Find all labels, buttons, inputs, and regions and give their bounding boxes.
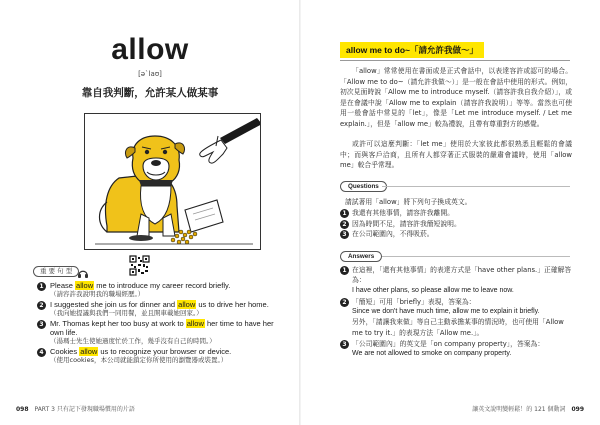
example-section-badge: 重 要 句 型 — [33, 266, 79, 277]
qr-code-icon[interactable] — [129, 255, 150, 276]
example-number: 1 — [37, 282, 46, 291]
answer-note: 在這裡，「還有其他事情」的表達方式是「have other plans.」正確解答為： — [352, 266, 572, 285]
questions-rule — [382, 186, 570, 187]
example-translation: （使用cookies，本公司就能鎖定你所使用的瀏覽器或裝置。） — [50, 356, 228, 364]
right-page — [300, 0, 600, 425]
highlighted-word: allow — [76, 281, 94, 290]
answer-item — [340, 265, 572, 296]
phonetic: [ə`laʊ] — [138, 70, 162, 78]
answer-note: 「公司範圍內」的英文是「on company property」，答案為： — [352, 340, 545, 349]
explanation-paragraph-2: 或許可以這麼判斷：「let me」使用於大家彼此都很熟悉且輕鬆的會議中；而與客戶洽商，且所有人都穿著正式服裝的嚴肅會議時，使用「allow me」較合乎常理。 — [340, 140, 572, 169]
right-running-head: 讓英文說明變輕鬆！的 121 個動詞 — [472, 406, 566, 413]
question-text: 我還有其他事情，請容許我離開。 — [352, 209, 454, 217]
answer-english: We are not allowed to smoke on company property. — [352, 350, 512, 358]
example-translation: （湯瑪士先生使她過度忙於工作，幾乎沒有自己的時間。） — [50, 337, 216, 345]
question-item — [340, 208, 572, 219]
left-page-number: 098 — [16, 406, 29, 413]
right-page-number: 099 — [571, 406, 584, 413]
question-text: 在公司範圍內，不得吸菸。 — [352, 230, 434, 238]
explanation-paragraph-1: 「allow」常常使用在書面或是正式會話中，以表達容許或認可的場合。「Allow me to do~（請允許我做～）」是一般在會話中使用的形式。例如，初次見面時說「Allow me to introduce myself.（請容許我自我介紹）」，或是在會議中說「Allow me to explain（請容許我說明）」等等。當然也可使用一般會話中常見的「let」，像是「Let me introduce myself. / Let me explain.」，但是「allow me」較為禮貌，且帶有尊重對方的感覺。 — [340, 67, 572, 128]
answer-english: Since we don't have much time, allow me to explain it briefly. — [352, 308, 540, 316]
example-english: Please allow me to introduce my career record briefly. — [50, 281, 231, 290]
answer-number: 2 — [340, 298, 349, 307]
headword-meaning: 靠自我判斷，允許某人做某事 — [81, 87, 219, 99]
questions-badge: Questions — [340, 181, 387, 192]
dog-illustration — [84, 113, 261, 250]
example-list — [37, 281, 287, 366]
answer-item — [340, 339, 572, 360]
title-rule — [340, 60, 570, 61]
right-footer — [472, 404, 584, 413]
question-text: 因為時間不足，請容許我簡短說明。 — [352, 219, 461, 228]
left-footer — [16, 404, 135, 413]
example-item — [37, 319, 287, 346]
answer-item — [340, 297, 572, 338]
example-english: I suggested she join us for dinner and allow us to drive her home. — [50, 300, 269, 309]
example-item — [37, 281, 287, 299]
answers-badge: Answers — [340, 251, 382, 262]
section-title: allow me to do~「請允許我做～」 — [340, 42, 484, 58]
questions-list — [340, 208, 572, 240]
highlighted-word: allow — [80, 347, 98, 356]
example-translation: （請容許我說明我的職場經歷。） — [50, 290, 145, 298]
question-item — [340, 219, 572, 230]
answers-list — [340, 265, 572, 361]
left-running-head: PART 3 只有記下發現職場慣用的片語 — [34, 406, 135, 413]
example-translation: （我向她提議與我們一同用餐，並且開車載她回家。） — [50, 309, 203, 317]
example-english: Cookies allow us to recognize your browser or device. — [50, 347, 232, 356]
example-english: Mr. Thomas kept her too busy at work to allow her time to have her own life. — [50, 319, 274, 337]
question-number: 3 — [340, 230, 349, 239]
answer-note: 「簡短」可用「briefly」表現，答案為： — [352, 297, 476, 306]
highlighted-word: allow — [178, 300, 196, 309]
answer-number: 1 — [340, 266, 349, 275]
answer-number: 3 — [340, 340, 349, 349]
question-number: 1 — [340, 209, 349, 218]
questions-intro: 請試著用「allow」將下列句子換成英文。 — [345, 198, 472, 206]
example-number: 3 — [37, 320, 46, 329]
headphones-icon — [77, 264, 89, 276]
question-number: 2 — [340, 220, 349, 229]
answer-english: I have other plans, so please allow me to leave now. — [352, 286, 514, 294]
dog-illustration-drawing — [85, 114, 261, 250]
question-item — [340, 229, 572, 240]
example-number: 4 — [37, 348, 46, 357]
headword: allow — [111, 33, 189, 66]
answers-rule — [382, 256, 570, 257]
answer-extra-note: 另外，「請讓我來做」等自己主動承擔某事的情況時，也可使用「Allow me to try it.」的表現方法「Allow me.」。 — [352, 318, 564, 337]
example-item — [37, 347, 287, 365]
highlighted-word: allow — [186, 319, 204, 328]
example-number: 2 — [37, 301, 46, 310]
example-item — [37, 300, 287, 318]
